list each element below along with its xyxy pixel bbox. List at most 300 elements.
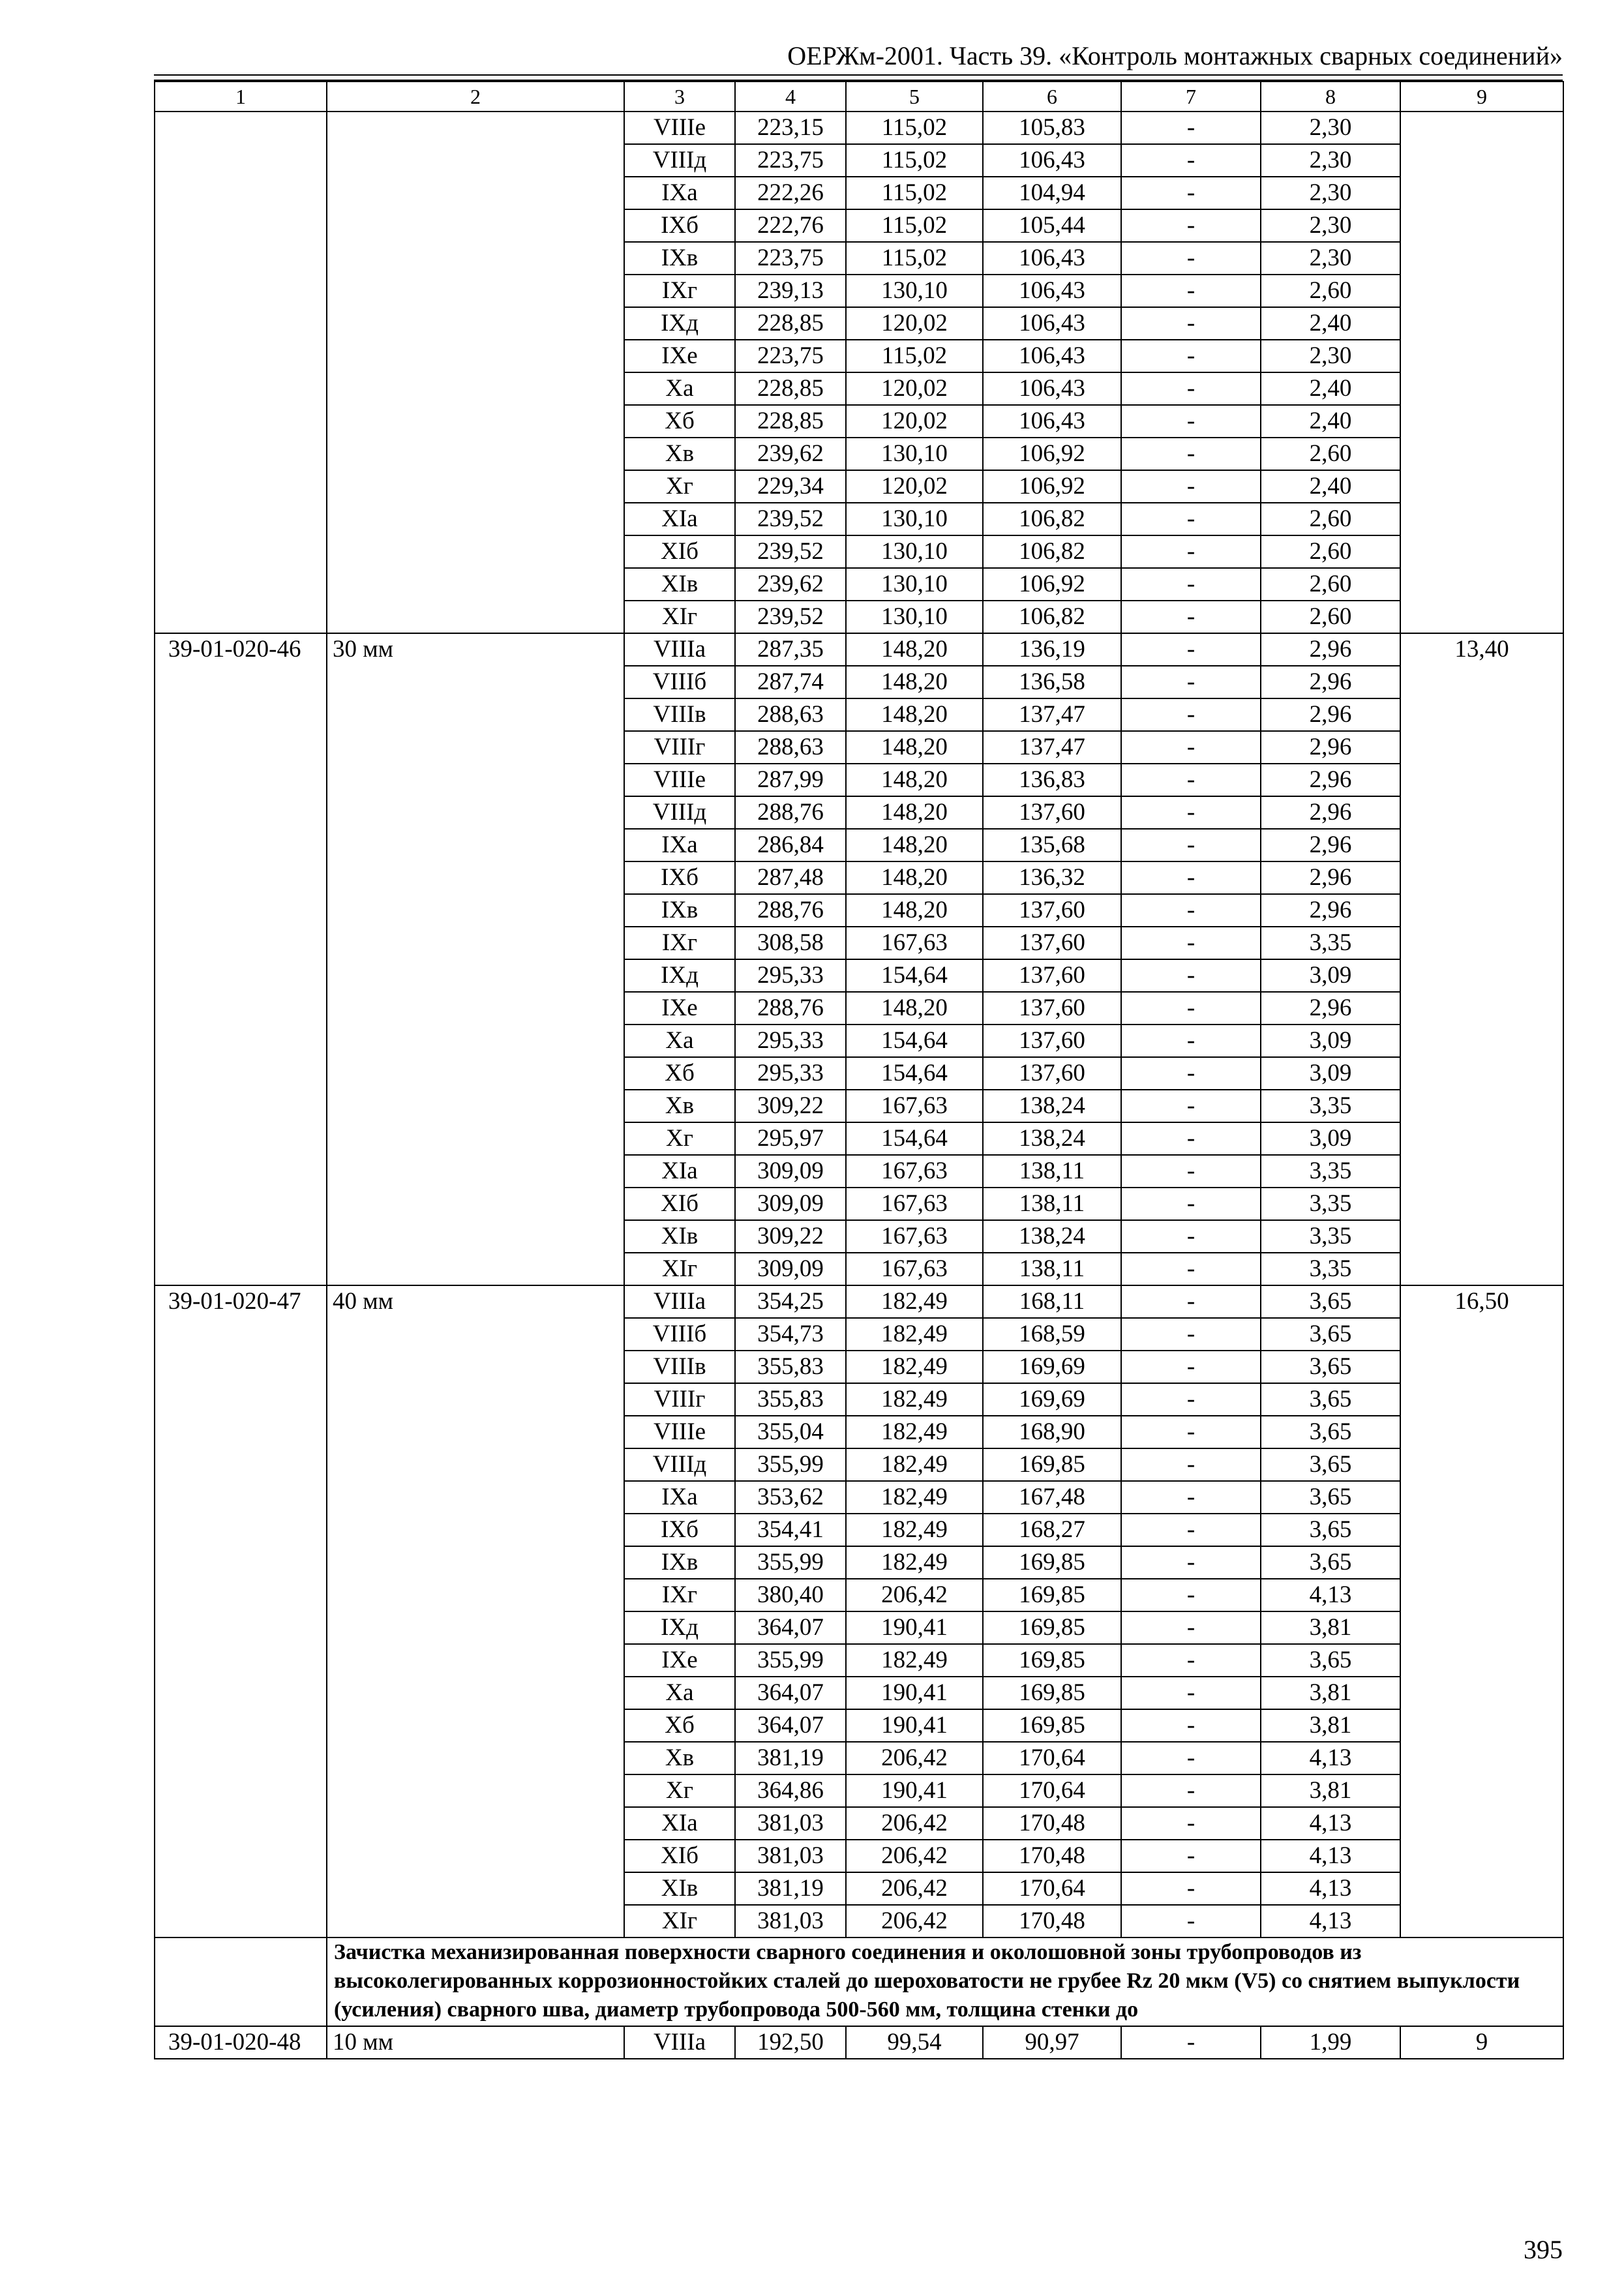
column-number: 1 — [155, 82, 327, 112]
cell-materials: 2,60 — [1261, 275, 1400, 307]
cell-category: VIIIв — [624, 698, 735, 731]
cell-direct-costs: 288,76 — [735, 894, 846, 927]
cell-machinist-wages: - — [1121, 1611, 1261, 1644]
cell-machine-operation: 106,82 — [983, 535, 1121, 568]
cell-category: VIIIб — [624, 666, 735, 698]
cell-machine-operation: 168,27 — [983, 1514, 1121, 1546]
cell-materials: 2,96 — [1261, 764, 1400, 796]
cell-machine-operation: 137,60 — [983, 959, 1121, 992]
cell-machinist-wages: - — [1121, 1514, 1261, 1546]
cell-materials: 3,81 — [1261, 1709, 1400, 1742]
cell-machinist-wages: - — [1121, 959, 1261, 992]
cell-machinist-wages: - — [1121, 242, 1261, 275]
cell-labor-wages: 182,49 — [846, 1644, 983, 1677]
cell-materials: 4,13 — [1261, 1579, 1400, 1611]
cell-machine-operation: 170,48 — [983, 1840, 1121, 1872]
cell-labor-wages: 182,49 — [846, 1481, 983, 1514]
cell-labor-wages: 206,42 — [846, 1742, 983, 1774]
cell-labor-wages: 99,54 — [846, 2026, 983, 2059]
cell-machinist-wages: - — [1121, 601, 1261, 633]
cell-category: XIб — [624, 1840, 735, 1872]
cell-labor-wages: 182,49 — [846, 1318, 983, 1351]
cell-labor-wages: 130,10 — [846, 535, 983, 568]
cell-labor-wages: 167,63 — [846, 1188, 983, 1220]
cell-machinist-wages: - — [1121, 1285, 1261, 1318]
cell-category: XIг — [624, 1905, 735, 1937]
cell-machinist-wages: - — [1121, 633, 1261, 666]
column-number: 9 — [1400, 82, 1563, 112]
table-row — [155, 112, 1563, 144]
cell-materials: 2,30 — [1261, 112, 1400, 144]
cell-machine-operation: 136,32 — [983, 861, 1121, 894]
cell-category: VIIIе — [624, 764, 735, 796]
column-number: 7 — [1121, 82, 1261, 112]
cell-machine-operation: 136,83 — [983, 764, 1121, 796]
cell-labor-wages: 148,20 — [846, 796, 983, 829]
cell-materials: 2,60 — [1261, 503, 1400, 535]
cell-direct-costs: 380,40 — [735, 1579, 846, 1611]
cell-machinist-wages: - — [1121, 829, 1261, 861]
cell-category: IXг — [624, 1579, 735, 1611]
cell-direct-costs: 222,76 — [735, 209, 846, 242]
table-row — [155, 1285, 1563, 1318]
cell-labor-wages: 148,20 — [846, 829, 983, 861]
cell-materials: 2,60 — [1261, 568, 1400, 601]
cell-materials: 3,35 — [1261, 1220, 1400, 1253]
cell-machinist-wages: - — [1121, 568, 1261, 601]
cell-wall-thickness: 40 мм — [327, 1285, 624, 1937]
cell-category: Xг — [624, 1774, 735, 1807]
cell-machinist-wages: - — [1121, 209, 1261, 242]
cell-category: IXа — [624, 177, 735, 209]
cell-materials: 2,96 — [1261, 633, 1400, 666]
cell-labor-wages: 148,20 — [846, 698, 983, 731]
cell-direct-costs: 355,83 — [735, 1383, 846, 1416]
cell-machinist-wages: - — [1121, 470, 1261, 503]
cell-machinist-wages: - — [1121, 1872, 1261, 1905]
cell-direct-costs: 223,75 — [735, 144, 846, 177]
cell-machinist-wages: - — [1121, 731, 1261, 764]
cell-direct-costs: 354,41 — [735, 1514, 846, 1546]
cell-direct-costs: 295,33 — [735, 959, 846, 992]
cell-direct-costs: 309,09 — [735, 1188, 846, 1220]
cell-labor-wages: 154,64 — [846, 1025, 983, 1057]
cell-machine-operation: 106,82 — [983, 503, 1121, 535]
cell-materials: 2,40 — [1261, 405, 1400, 438]
cell-labor-wages: 130,10 — [846, 568, 983, 601]
cell-machinist-wages: - — [1121, 1579, 1261, 1611]
cell-labor-wages: 182,49 — [846, 1351, 983, 1383]
cell-direct-costs: 355,99 — [735, 1644, 846, 1677]
cell-labor-wages: 148,20 — [846, 764, 983, 796]
cell-machinist-wages: - — [1121, 1677, 1261, 1709]
cell-direct-costs: 355,99 — [735, 1448, 846, 1481]
cell-machinist-wages: - — [1121, 1742, 1261, 1774]
cell-machine-operation: 105,44 — [983, 209, 1121, 242]
cell-labor-wages: 182,49 — [846, 1448, 983, 1481]
cell-direct-costs: 228,85 — [735, 307, 846, 340]
cell-category: IXд — [624, 959, 735, 992]
page-number: 395 — [1524, 2235, 1563, 2264]
cell-direct-costs: 288,76 — [735, 992, 846, 1025]
cell-materials: 2,60 — [1261, 438, 1400, 470]
cell-category: VIIIд — [624, 1448, 735, 1481]
cell-machine-operation: 137,60 — [983, 1057, 1121, 1090]
cell-machinist-wages: - — [1121, 1448, 1261, 1481]
cell-machinist-wages: - — [1121, 861, 1261, 894]
cell-direct-costs: 223,75 — [735, 340, 846, 372]
cell-direct-costs: 364,86 — [735, 1774, 846, 1807]
cell-machine-operation: 138,11 — [983, 1155, 1121, 1188]
cell-labor-total: 9 — [1400, 2026, 1563, 2059]
cell-labor-wages: 115,02 — [846, 112, 983, 144]
cell-labor-wages: 130,10 — [846, 275, 983, 307]
cell-labor-wages: 182,49 — [846, 1285, 983, 1318]
cell-machine-operation: 169,85 — [983, 1709, 1121, 1742]
cell-category: XIв — [624, 568, 735, 601]
cell-machinist-wages: - — [1121, 1057, 1261, 1090]
cell-materials: 3,65 — [1261, 1546, 1400, 1579]
cell-thickness-empty — [327, 112, 624, 633]
cell-machinist-wages: - — [1121, 1155, 1261, 1188]
column-number: 6 — [983, 82, 1121, 112]
cell-machinist-wages: - — [1121, 1546, 1261, 1579]
cell-direct-costs: 309,22 — [735, 1220, 846, 1253]
cell-direct-costs: 229,34 — [735, 470, 846, 503]
cell-machine-operation: 137,60 — [983, 1025, 1121, 1057]
table-body — [155, 82, 1563, 2059]
cell-materials: 2,96 — [1261, 666, 1400, 698]
cell-materials: 3,35 — [1261, 1188, 1400, 1220]
cell-machinist-wages: - — [1121, 992, 1261, 1025]
cell-materials: 2,30 — [1261, 209, 1400, 242]
cell-direct-costs: 223,15 — [735, 112, 846, 144]
cell-machinist-wages: - — [1121, 1807, 1261, 1840]
cell-direct-costs: 381,03 — [735, 1807, 846, 1840]
cell-machinist-wages: - — [1121, 144, 1261, 177]
cell-direct-costs: 364,07 — [735, 1611, 846, 1644]
cell-labor-wages: 190,41 — [846, 1774, 983, 1807]
cell-category: Xв — [624, 1090, 735, 1122]
cell-labor-wages: 120,02 — [846, 405, 983, 438]
cell-direct-costs: 286,84 — [735, 829, 846, 861]
cell-labor-wages: 167,63 — [846, 1220, 983, 1253]
cell-direct-costs: 353,62 — [735, 1481, 846, 1514]
cell-category: VIIIа — [624, 2026, 735, 2059]
cell-machinist-wages: - — [1121, 927, 1261, 959]
cell-rate-code: 39-01-020-46 — [155, 633, 327, 1285]
column-number: 3 — [624, 82, 735, 112]
cell-direct-costs: 295,33 — [735, 1057, 846, 1090]
section-description: Зачистка механизированная поверхности сварного соединения и околошовной зоны трубопроводов из высоколегированных коррозионностойких сталей до шероховатости не грубее Rz 20 мкм (V5) со снятием выпуклости (усиления) сварного шва, диаметр трубопровода 500-560 мм, толщина стенки до — [327, 1937, 1563, 2026]
cell-direct-costs: 355,83 — [735, 1351, 846, 1383]
cell-machinist-wages: - — [1121, 340, 1261, 372]
cell-direct-costs: 295,97 — [735, 1122, 846, 1155]
cell-machine-operation: 169,85 — [983, 1677, 1121, 1709]
cell-machinist-wages: - — [1121, 1383, 1261, 1416]
cell-labor-wages: 182,49 — [846, 1546, 983, 1579]
cell-category: Xа — [624, 1677, 735, 1709]
cell-total-empty — [1400, 112, 1563, 633]
cell-machine-operation: 169,85 — [983, 1546, 1121, 1579]
cell-machinist-wages: - — [1121, 112, 1261, 144]
cell-machine-operation: 136,19 — [983, 633, 1121, 666]
cell-machine-operation: 170,64 — [983, 1872, 1121, 1905]
cell-labor-wages: 190,41 — [846, 1611, 983, 1644]
cell-machine-operation: 169,85 — [983, 1579, 1121, 1611]
cell-labor-wages: 115,02 — [846, 209, 983, 242]
column-number: 5 — [846, 82, 983, 112]
cell-materials: 3,65 — [1261, 1416, 1400, 1448]
cell-labor-wages: 167,63 — [846, 1155, 983, 1188]
cell-direct-costs: 287,35 — [735, 633, 846, 666]
cell-materials: 3,09 — [1261, 1122, 1400, 1155]
cell-machine-operation: 137,60 — [983, 927, 1121, 959]
cell-materials: 3,09 — [1261, 959, 1400, 992]
cell-machine-operation: 106,43 — [983, 242, 1121, 275]
cell-category: IXе — [624, 992, 735, 1025]
cell-machinist-wages: - — [1121, 438, 1261, 470]
cell-machine-operation: 104,94 — [983, 177, 1121, 209]
cell-direct-costs: 381,03 — [735, 1840, 846, 1872]
cell-machine-operation: 138,24 — [983, 1090, 1121, 1122]
cell-labor-wages: 167,63 — [846, 1253, 983, 1285]
cell-materials: 2,96 — [1261, 796, 1400, 829]
cell-category: VIIIа — [624, 1285, 735, 1318]
cell-direct-costs: 309,09 — [735, 1155, 846, 1188]
cell-machine-operation: 167,48 — [983, 1481, 1121, 1514]
cell-category: XIб — [624, 535, 735, 568]
cell-materials: 3,65 — [1261, 1514, 1400, 1546]
cell-machinist-wages: - — [1121, 2026, 1261, 2059]
cell-direct-costs: 309,22 — [735, 1090, 846, 1122]
cell-direct-costs: 288,63 — [735, 731, 846, 764]
cell-direct-costs: 222,26 — [735, 177, 846, 209]
cell-materials: 1,99 — [1261, 2026, 1400, 2059]
cell-direct-costs: 355,99 — [735, 1546, 846, 1579]
cell-materials: 2,96 — [1261, 894, 1400, 927]
cell-materials: 3,65 — [1261, 1383, 1400, 1416]
cell-labor-wages: 130,10 — [846, 438, 983, 470]
cell-machine-operation: 170,64 — [983, 1742, 1121, 1774]
cell-wall-thickness: 10 мм — [327, 2026, 624, 2059]
cell-machinist-wages: - — [1121, 796, 1261, 829]
cell-rate-code: 39-01-020-47 — [155, 1285, 327, 1937]
cell-machine-operation: 106,43 — [983, 307, 1121, 340]
cell-labor-wages: 182,49 — [846, 1416, 983, 1448]
cell-direct-costs: 239,52 — [735, 601, 846, 633]
cell-labor-wages: 130,10 — [846, 601, 983, 633]
cell-materials: 3,65 — [1261, 1285, 1400, 1318]
cell-direct-costs: 228,85 — [735, 405, 846, 438]
cell-labor-wages: 115,02 — [846, 177, 983, 209]
cell-labor-wages: 206,42 — [846, 1872, 983, 1905]
cell-category: IXд — [624, 1611, 735, 1644]
cell-materials: 3,65 — [1261, 1318, 1400, 1351]
cell-materials: 2,40 — [1261, 372, 1400, 405]
cell-machinist-wages: - — [1121, 1840, 1261, 1872]
cell-machinist-wages: - — [1121, 372, 1261, 405]
cell-category: Xв — [624, 1742, 735, 1774]
cell-labor-wages: 148,20 — [846, 633, 983, 666]
cell-labor-wages: 167,63 — [846, 927, 983, 959]
cell-direct-costs: 228,85 — [735, 372, 846, 405]
cell-category: IXб — [624, 861, 735, 894]
cell-category: VIIIг — [624, 731, 735, 764]
cell-machinist-wages: - — [1121, 307, 1261, 340]
cell-labor-total: 16,50 — [1400, 1285, 1563, 1937]
cell-machine-operation: 168,59 — [983, 1318, 1121, 1351]
cell-machinist-wages: - — [1121, 275, 1261, 307]
cell-materials: 3,81 — [1261, 1677, 1400, 1709]
cell-labor-wages: 190,41 — [846, 1677, 983, 1709]
cell-category: Xг — [624, 470, 735, 503]
cell-labor-wages: 206,42 — [846, 1807, 983, 1840]
cell-machine-operation: 169,69 — [983, 1383, 1121, 1416]
cell-machinist-wages: - — [1121, 1188, 1261, 1220]
cell-category: VIIIб — [624, 1318, 735, 1351]
cell-code-empty — [155, 112, 327, 633]
cell-direct-costs: 239,52 — [735, 503, 846, 535]
cell-category: IXв — [624, 242, 735, 275]
cell-machinist-wages: - — [1121, 503, 1261, 535]
cell-materials: 3,35 — [1261, 1090, 1400, 1122]
cell-direct-costs: 239,52 — [735, 535, 846, 568]
cell-category: IXа — [624, 1481, 735, 1514]
cell-category: VIIIв — [624, 1351, 735, 1383]
cell-category: IXв — [624, 1546, 735, 1579]
cell-direct-costs: 355,04 — [735, 1416, 846, 1448]
cell-wall-thickness: 30 мм — [327, 633, 624, 1285]
cell-machine-operation: 135,68 — [983, 829, 1121, 861]
cell-direct-costs: 309,09 — [735, 1253, 846, 1285]
norms-table — [154, 81, 1564, 2059]
cell-materials: 3,65 — [1261, 1644, 1400, 1677]
cell-materials: 2,96 — [1261, 698, 1400, 731]
cell-machine-operation: 136,58 — [983, 666, 1121, 698]
cell-materials: 2,40 — [1261, 470, 1400, 503]
cell-category: VIIIе — [624, 112, 735, 144]
cell-category: XIа — [624, 1807, 735, 1840]
cell-category: Xг — [624, 1122, 735, 1155]
cell-labor-wages: 148,20 — [846, 666, 983, 698]
cell-machine-operation: 106,43 — [983, 275, 1121, 307]
cell-labor-wages: 154,64 — [846, 1057, 983, 1090]
cell-labor-wages: 206,42 — [846, 1905, 983, 1937]
cell-labor-total: 13,40 — [1400, 633, 1563, 1285]
cell-category: XIв — [624, 1872, 735, 1905]
cell-machine-operation: 137,47 — [983, 731, 1121, 764]
cell-machinist-wages: - — [1121, 1709, 1261, 1742]
cell-category: IXд — [624, 307, 735, 340]
cell-machinist-wages: - — [1121, 698, 1261, 731]
cell-labor-wages: 154,64 — [846, 1122, 983, 1155]
cell-machine-operation: 168,90 — [983, 1416, 1121, 1448]
cell-category: IXе — [624, 340, 735, 372]
cell-direct-costs: 364,07 — [735, 1709, 846, 1742]
cell-labor-wages: 120,02 — [846, 372, 983, 405]
cell-machinist-wages: - — [1121, 1774, 1261, 1807]
cell-machinist-wages: - — [1121, 1025, 1261, 1057]
cell-materials: 4,13 — [1261, 1905, 1400, 1937]
cell-category: IXб — [624, 1514, 735, 1546]
cell-materials: 3,35 — [1261, 1253, 1400, 1285]
cell-materials: 2,96 — [1261, 731, 1400, 764]
cell-direct-costs: 354,25 — [735, 1285, 846, 1318]
cell-labor-wages: 148,20 — [846, 731, 983, 764]
cell-labor-wages: 182,49 — [846, 1514, 983, 1546]
cell-direct-costs: 308,58 — [735, 927, 846, 959]
cell-machine-operation: 138,24 — [983, 1220, 1121, 1253]
cell-direct-costs: 239,62 — [735, 568, 846, 601]
cell-labor-wages: 206,42 — [846, 1840, 983, 1872]
cell-category: XIб — [624, 1188, 735, 1220]
cell-machinist-wages: - — [1121, 1905, 1261, 1937]
cell-machine-operation: 105,83 — [983, 112, 1121, 144]
cell-machinist-wages: - — [1121, 1416, 1261, 1448]
cell-category: IXа — [624, 829, 735, 861]
cell-labor-wages: 120,02 — [846, 470, 983, 503]
cell-materials: 2,60 — [1261, 601, 1400, 633]
column-number-row — [155, 82, 1563, 112]
cell-direct-costs: 223,75 — [735, 242, 846, 275]
cell-materials: 3,81 — [1261, 1774, 1400, 1807]
cell-labor-wages: 167,63 — [846, 1090, 983, 1122]
cell-direct-costs: 239,13 — [735, 275, 846, 307]
cell-machine-operation: 169,85 — [983, 1611, 1121, 1644]
cell-direct-costs: 287,74 — [735, 666, 846, 698]
cell-direct-costs: 364,07 — [735, 1677, 846, 1709]
cell-machinist-wages: - — [1121, 894, 1261, 927]
cell-category: VIIIд — [624, 796, 735, 829]
cell-direct-costs: 288,76 — [735, 796, 846, 829]
cell-category: VIIIа — [624, 633, 735, 666]
cell-labor-wages: 206,42 — [846, 1579, 983, 1611]
cell-materials: 3,35 — [1261, 927, 1400, 959]
cell-category: XIг — [624, 1253, 735, 1285]
cell-machine-operation: 106,92 — [983, 568, 1121, 601]
cell-machine-operation: 90,97 — [983, 2026, 1121, 2059]
cell-category: IXб — [624, 209, 735, 242]
cell-category: VIIIе — [624, 1416, 735, 1448]
cell-machinist-wages: - — [1121, 1318, 1261, 1351]
cell-machine-operation: 170,48 — [983, 1905, 1121, 1937]
cell-category: Xа — [624, 372, 735, 405]
cell-labor-wages: 115,02 — [846, 242, 983, 275]
cell-materials: 3,65 — [1261, 1481, 1400, 1514]
cell-machinist-wages: - — [1121, 405, 1261, 438]
cell-machine-operation: 106,43 — [983, 340, 1121, 372]
cell-materials: 3,65 — [1261, 1351, 1400, 1383]
cell-labor-wages: 115,02 — [846, 144, 983, 177]
cell-machine-operation: 168,11 — [983, 1285, 1121, 1318]
cell-machine-operation: 137,47 — [983, 698, 1121, 731]
cell-machinist-wages: - — [1121, 1122, 1261, 1155]
cell-materials: 2,40 — [1261, 307, 1400, 340]
cell-machine-operation: 106,43 — [983, 144, 1121, 177]
cell-materials: 4,13 — [1261, 1872, 1400, 1905]
cell-machine-operation: 138,24 — [983, 1122, 1121, 1155]
cell-machinist-wages: - — [1121, 1090, 1261, 1122]
column-number: 2 — [327, 82, 624, 112]
cell-category: VIIIд — [624, 144, 735, 177]
cell-machine-operation: 169,69 — [983, 1351, 1121, 1383]
cell-category: Xа — [624, 1025, 735, 1057]
cell-labor-wages: 115,02 — [846, 340, 983, 372]
cell-machine-operation: 138,11 — [983, 1188, 1121, 1220]
cell-machinist-wages: - — [1121, 1644, 1261, 1677]
cell-category: Xв — [624, 438, 735, 470]
